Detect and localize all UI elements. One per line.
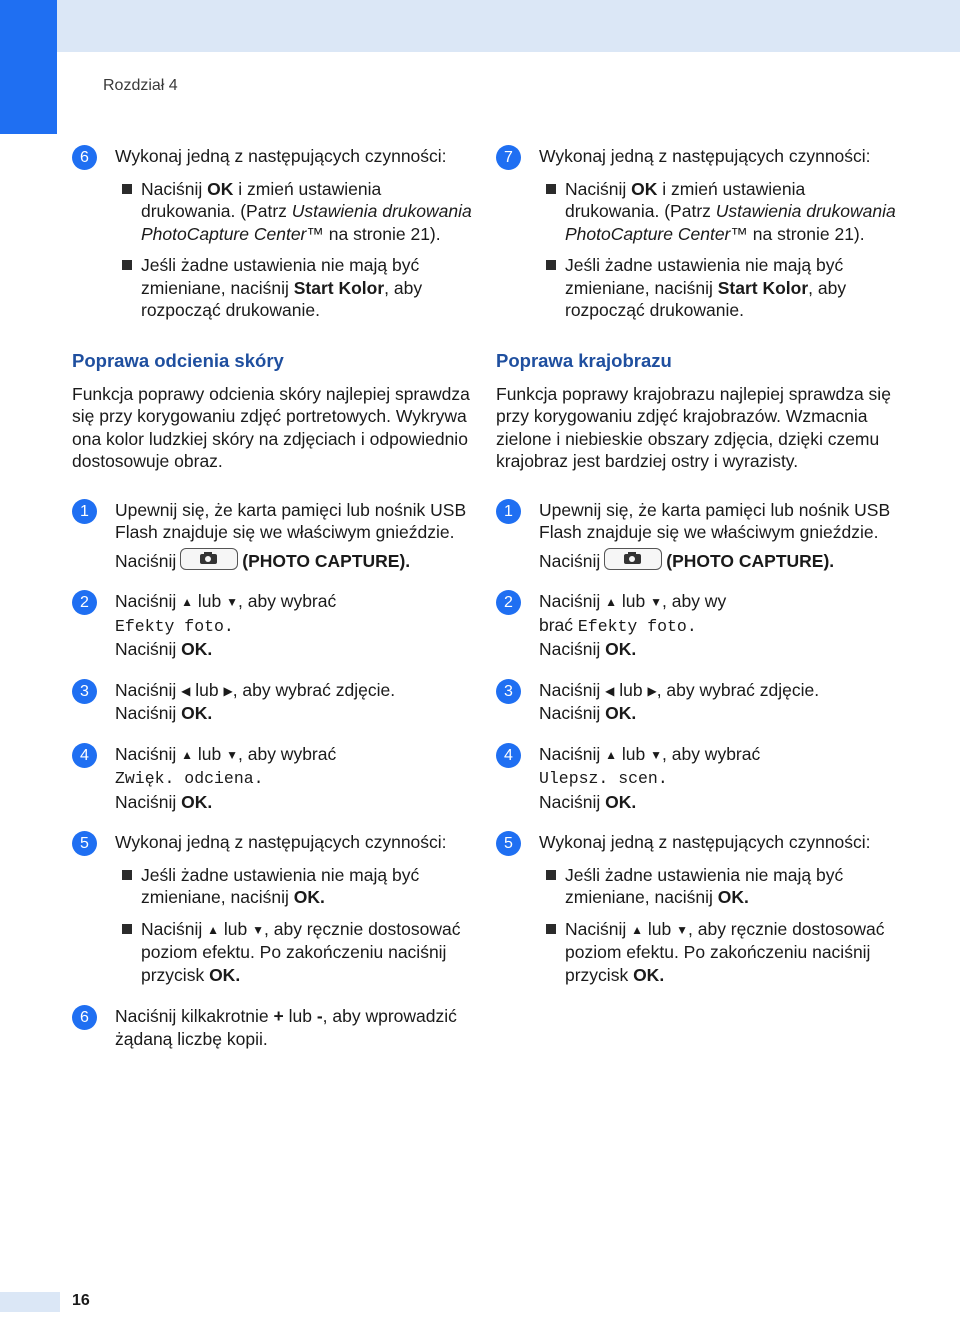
bullet-list xyxy=(539,178,896,322)
step-1 xyxy=(72,499,472,573)
step-number: 3 xyxy=(496,679,521,704)
chapter-title: Rozdział 4 xyxy=(103,77,178,94)
press-line: Naciśnij (PHOTO CAPTURE). xyxy=(115,548,472,573)
step-number: 4 xyxy=(496,743,521,768)
step-2 xyxy=(496,590,896,661)
photo-capture-button-icon xyxy=(604,548,662,570)
chapter-side-tab xyxy=(0,0,57,134)
down-arrow-icon: ▼ xyxy=(650,595,662,609)
page-number: 16 xyxy=(72,1292,90,1309)
step-text: Upewnij się, że karta pamięci lub nośnik USB Flash znajduje się we właściwym gnieździe. xyxy=(115,499,467,542)
up-arrow-icon: ▲ xyxy=(207,922,220,937)
bullet-square-icon xyxy=(122,870,132,880)
step-number: 6 xyxy=(72,1005,97,1030)
step-text: Wykonaj jedną z następujących czynności: xyxy=(115,832,447,852)
step-3 xyxy=(72,679,472,725)
step-number: 2 xyxy=(496,590,521,615)
step-number: 1 xyxy=(496,499,521,524)
step-number: 5 xyxy=(72,831,97,856)
step-text: Naciśnij ▲ lub ▼, aby wybrać Ulepsz. scen. Naciśnij OK. xyxy=(539,743,761,812)
step-7 xyxy=(496,145,896,322)
step-text: Wykonaj jedną z następujących czynności: xyxy=(539,832,871,852)
left-arrow-icon: ◀ xyxy=(605,683,615,698)
menu-option: Efekty foto. xyxy=(115,616,234,636)
down-arrow-icon: ▼ xyxy=(676,922,688,937)
down-arrow-icon: ▼ xyxy=(226,595,238,609)
step-text: Naciśnij ▲ lub ▼, aby wybrać Zwięk. odciena. Naciśnij OK. xyxy=(115,743,337,812)
step-text: Wykonaj jedną z następujących czynności: xyxy=(539,146,871,166)
up-arrow-icon: ▲ xyxy=(181,595,194,609)
up-arrow-icon: ▲ xyxy=(605,595,618,609)
step-5 xyxy=(72,831,472,986)
down-arrow-icon: ▼ xyxy=(650,747,662,762)
section-paragraph: Funkcja poprawy krajobrazu najlepiej sprawdza się przy korygowaniu zdjęć krajobrazów. Wzmacnia zielone i niebieskie obszary zdjęcia, dzięki czemu krajobraz jest bardziej ostry i wyrazisty. xyxy=(496,383,891,471)
bullet-item: Naciśnij ▲ lub ▼, aby ręcznie dostosować poziom efektu. Po zakończeniu naciśnij przycisk OK. xyxy=(115,918,472,987)
step-number: 3 xyxy=(72,679,97,704)
bullet-square-icon xyxy=(546,870,556,880)
step-5 xyxy=(496,831,896,986)
photo-capture-button-icon xyxy=(180,548,238,570)
bullet-square-icon xyxy=(122,260,132,270)
section-heading: Poprawa odcienia skóry xyxy=(72,349,284,371)
step-6-copies xyxy=(72,1005,472,1050)
up-arrow-icon: ▲ xyxy=(181,747,194,762)
step-text: Naciśnij ◀ lub ▶, aby wybrać zdjęcie. Naciśnij OK. xyxy=(115,679,396,723)
step-number: 7 xyxy=(496,145,521,170)
up-arrow-icon: ▲ xyxy=(631,922,644,937)
menu-option: Ulepsz. scen. xyxy=(539,769,668,788)
right-arrow-icon: ▶ xyxy=(223,683,233,698)
bullet-item: Naciśnij OK i zmień ustawienia drukowania. (Patrz Ustawienia drukowania PhotoCapture Center™ na stronie 21). xyxy=(115,178,472,246)
bullet-item: Naciśnij ▲ lub ▼, aby ręcznie dostosować poziom efektu. Po zakończeniu naciśnij przycisk OK. xyxy=(539,918,896,987)
press-line: Naciśnij (PHOTO CAPTURE). xyxy=(539,548,896,573)
step-3 xyxy=(496,679,896,725)
footer-tab xyxy=(0,1292,60,1312)
step-text: Naciśnij ▲ lub ▼, aby wy brać Efekty foto. Naciśnij OK. xyxy=(539,591,727,659)
step-text: Naciśnij kilkakrotnie + lub -, aby wprowadzić żądaną liczbę kopii. xyxy=(115,1006,457,1049)
down-arrow-icon: ▼ xyxy=(252,922,264,937)
step-number: 6 xyxy=(72,145,97,170)
step-number: 2 xyxy=(72,590,97,615)
right-column xyxy=(496,145,896,995)
step-number: 4 xyxy=(72,743,97,768)
down-arrow-icon: ▼ xyxy=(226,747,238,762)
header-band xyxy=(0,0,960,52)
bullet-square-icon xyxy=(546,184,556,194)
bullet-list xyxy=(115,178,472,322)
section-paragraph: Funkcja poprawy odcienia skóry najlepiej sprawdza się przy korygowaniu zdjęć portretowych. Wykrywa ona kolor ludzkiej skóry na zdjęciach i odpowiednio dostosowuje obraz. xyxy=(72,383,470,471)
bullet-item: Naciśnij OK i zmień ustawienia drukowania. (Patrz Ustawienia drukowania PhotoCapture Center™ na stronie 21). xyxy=(539,178,896,246)
step-number: 1 xyxy=(72,499,97,524)
up-arrow-icon: ▲ xyxy=(605,747,618,762)
step-text: Naciśnij ◀ lub ▶, aby wybrać zdjęcie. Naciśnij OK. xyxy=(539,679,820,723)
step-text: Wykonaj jedną z następujących czynności: xyxy=(115,146,447,166)
left-arrow-icon: ◀ xyxy=(181,683,191,698)
bullet-item: Jeśli żadne ustawienia nie mają być zmieniane, naciśnij Start Kolor, aby rozpocząć drukowanie. xyxy=(115,254,472,322)
step-number: 5 xyxy=(496,831,521,856)
step-6 xyxy=(72,145,472,322)
menu-option: Zwięk. odciena. xyxy=(115,769,264,788)
bullet-square-icon xyxy=(546,260,556,270)
step-2 xyxy=(72,590,472,661)
left-column xyxy=(72,145,472,1050)
step-4 xyxy=(496,743,896,814)
bullet-list xyxy=(115,864,472,987)
bullet-list xyxy=(539,864,896,987)
step-text: Upewnij się, że karta pamięci lub nośnik USB Flash znajduje się we właściwym gnieździe. xyxy=(539,499,891,542)
bullet-item: Jeśli żadne ustawienia nie mają być zmieniane, naciśnij OK. xyxy=(115,864,472,909)
step-4 xyxy=(72,743,472,814)
step-text: Naciśnij ▲ lub ▼, aby wybrać Efekty foto. Naciśnij OK. xyxy=(115,591,337,659)
bullet-item: Jeśli żadne ustawienia nie mają być zmieniane, naciśnij OK. xyxy=(539,864,896,909)
bullet-square-icon xyxy=(122,184,132,194)
bullet-square-icon xyxy=(546,924,556,934)
bullet-item: Jeśli żadne ustawienia nie mają być zmieniane, naciśnij Start Kolor, aby rozpocząć drukowanie. xyxy=(539,254,896,322)
section-heading: Poprawa krajobrazu xyxy=(496,349,672,371)
menu-option: Efekty foto. xyxy=(577,616,697,636)
right-arrow-icon: ▶ xyxy=(647,683,657,698)
step-1 xyxy=(496,499,896,573)
bullet-square-icon xyxy=(122,924,132,934)
